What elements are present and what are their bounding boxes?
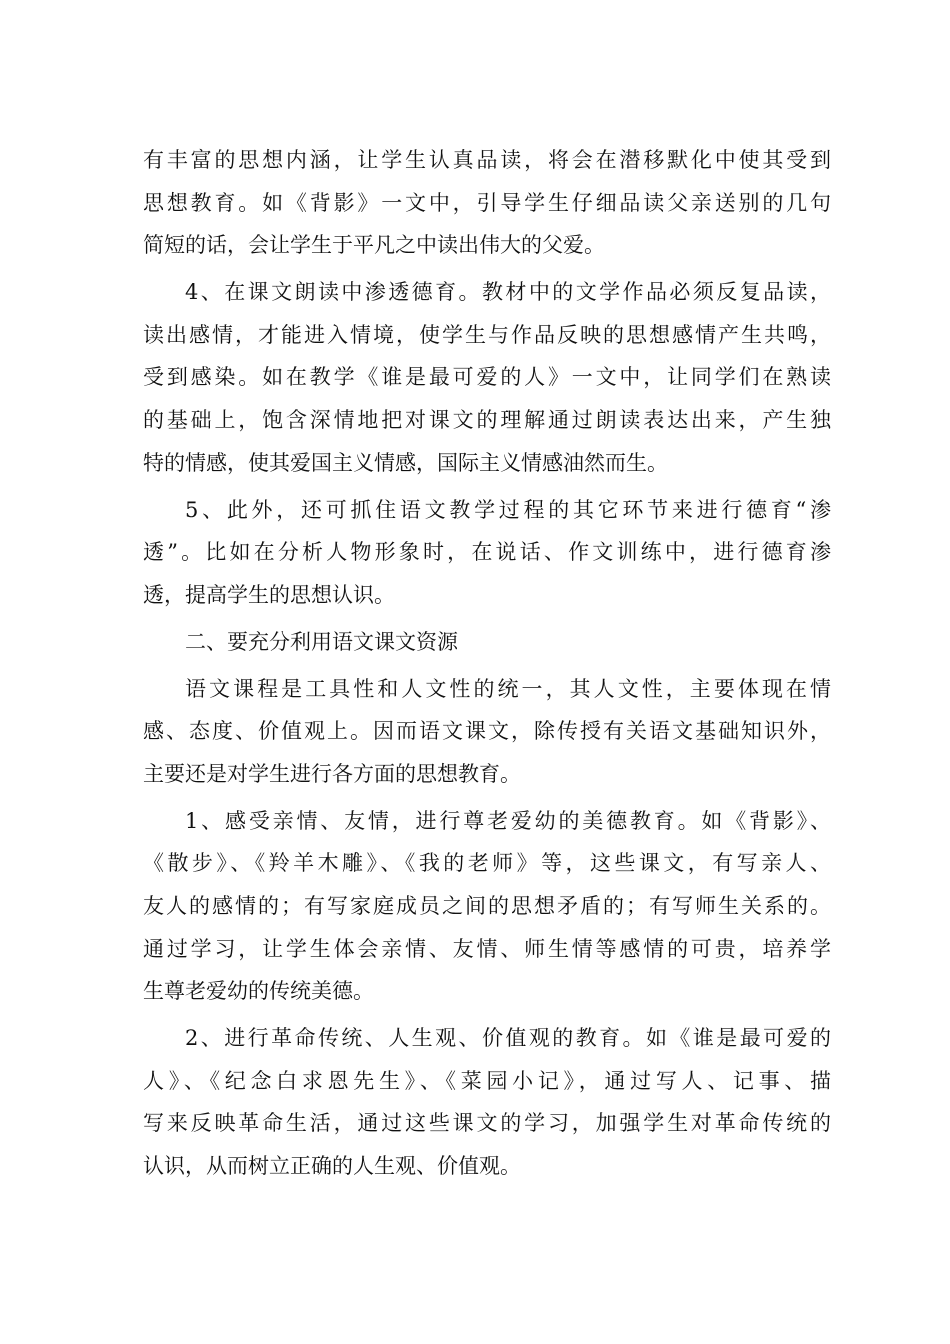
text-line: 《散步》、《羚羊木雕》、《我的老师》等，这些课文，有写亲人、 <box>143 851 831 876</box>
paragraph-1 <box>143 139 831 267</box>
text-line: 2、进行革命传统、人生观、价值观的教育。如《谁是最可爱的 <box>185 1026 831 1051</box>
text-line: 读出感情，才能进入情境，使学生与作品反映的思想感情产生共鸣， <box>143 322 831 347</box>
text-line: 透，提高学生的思想认识。 <box>143 582 395 607</box>
text-line: 语文课程是工具性和人文性的统一，其人文性，主要体现在情 <box>185 676 831 701</box>
heading-text: 二、要充分利用语文课文资源 <box>185 629 458 654</box>
text-line: 主要还是对学生进行各方面的思想教育。 <box>143 761 521 786</box>
paragraph-7 <box>143 1017 831 1187</box>
paragraph-5 <box>143 668 831 796</box>
paragraph-3 <box>143 489 831 617</box>
text-line: 有丰富的思想内涵，让学生认真品读，将会在潜移默化中使其受到 <box>143 148 831 172</box>
document-body <box>143 139 831 1188</box>
text-line: 生尊老爱幼的传统美德。 <box>143 979 374 1004</box>
text-line: 通过学习，让学生体会亲情、友情、师生情等感情的可贵，培养学 <box>143 936 831 961</box>
text-line: 认识，从而树立正确的人生观、价值观。 <box>143 1154 521 1178</box>
text-line: 受到感染。如在教学《谁是最可爱的人》一文中，让同学们在熟读 <box>143 365 831 390</box>
text-line: 透”。比如在分析人物形象时，在说话、作文训练中，进行德育渗 <box>143 540 831 565</box>
paragraph-6 <box>143 800 831 1013</box>
text-line: 写来反映革命生活，通过这些课文的学习，加强学生对革命传统的 <box>143 1111 831 1136</box>
text-line: 1、感受亲情、友情，进行尊老爱幼的美德教育。如《背影》、 <box>185 808 831 833</box>
text-line: 思想教育。如《背影》一文中，引导学生仔细品读父亲送别的几句 <box>143 190 831 215</box>
text-line: 友人的感情的；有写家庭成员之间的思想矛盾的；有写师生关系的。 <box>143 894 831 919</box>
text-line: 人》、《纪念白求恩先生》、《菜园小记》，通过写人、记事、描 <box>143 1068 831 1093</box>
paragraph-2 <box>143 271 831 484</box>
section-heading <box>143 621 831 664</box>
text-line: 的基础上，饱含深情地把对课文的理解通过朗读表达出来，产生独 <box>143 407 831 432</box>
text-line: 5、此外，还可抓住语文教学过程的其它环节来进行德育“渗 <box>185 497 831 522</box>
text-line: 4、在课文朗读中渗透德育。教材中的文学作品必须反复品读， <box>185 280 831 305</box>
text-line: 感、态度、价值观上。因而语文课文，除传授有关语文基础知识外， <box>143 719 831 744</box>
text-line: 简短的话，会让学生于平凡之中读出伟大的父爱。 <box>143 233 605 258</box>
text-line: 特的情感，使其爱国主义情感，国际主义情感油然而生。 <box>143 450 668 475</box>
